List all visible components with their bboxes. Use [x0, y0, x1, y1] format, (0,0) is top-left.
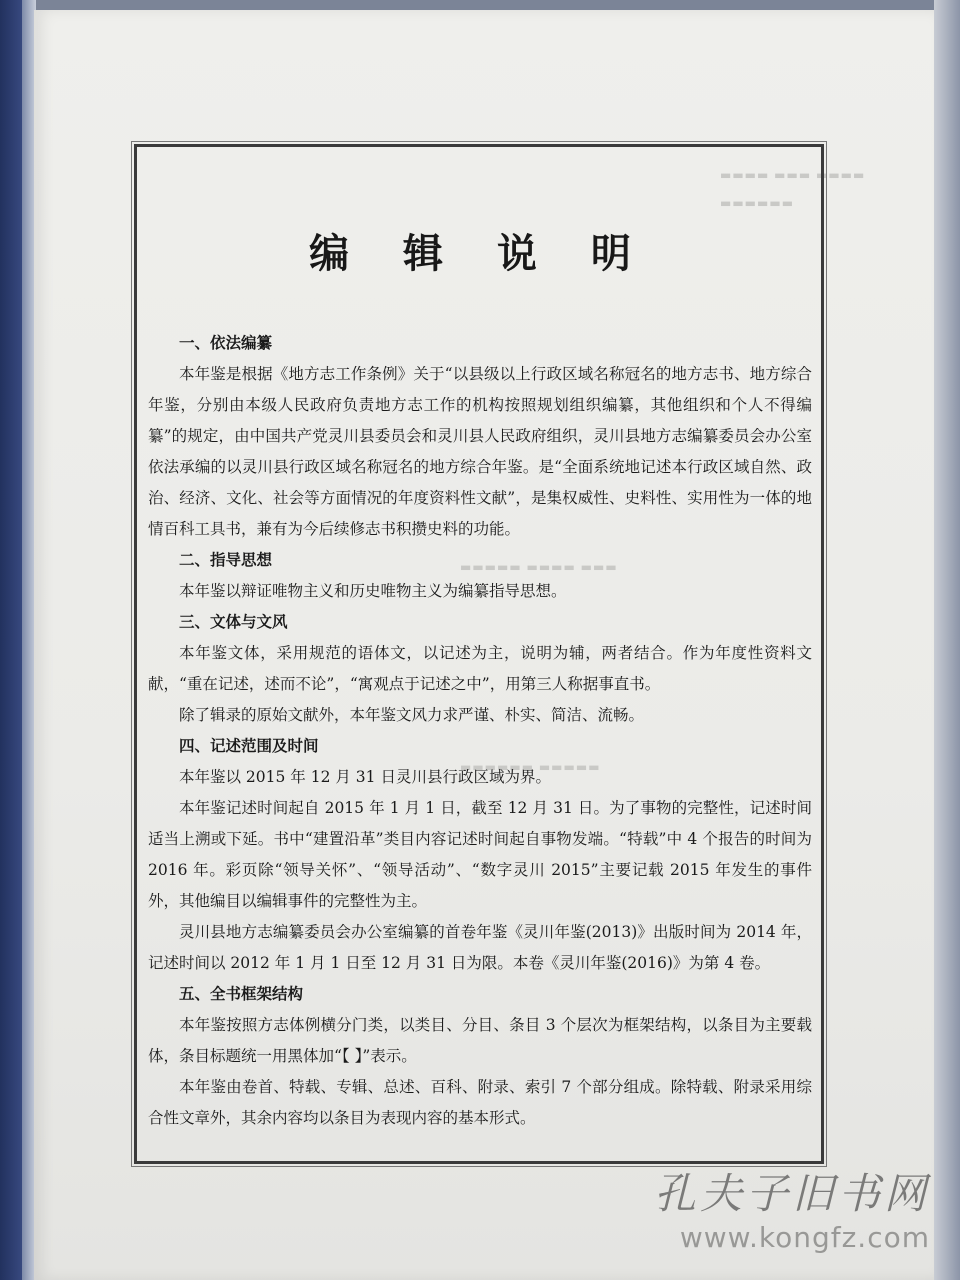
section-heading: 三、文体与文风 — [179, 613, 288, 631]
show-through-text: ▬▬▬▬▬▬ ▬▬▬▬▬ — [460, 760, 601, 774]
watermark — [654, 1161, 930, 1254]
section-heading: 二、指导思想 — [179, 551, 273, 569]
watermark-url: www.kongfz.com — [679, 1221, 930, 1254]
paragraph: 本年鉴按照方志体例横分门类，以类目、分目、条目 3 个层次为框架结构，以条目为主要载体，条目标题统一用黑体加“【 】”表示。 — [148, 1016, 812, 1065]
show-through-text: ▬▬▬▬▬ ▬▬▬▬ ▬▬▬ — [460, 560, 618, 574]
document-body — [148, 328, 812, 1134]
paragraph: 本年鉴以 2015 年 12 月 31 日灵川县行政区域为界。 — [179, 768, 551, 786]
paragraph: 本年鉴是根据《地方志工作条例》关于“以县级以上行政区域名称冠名的地方志书、地方综合年鉴，分别由本级人民政府负责地方志工作的机构按照规划组织编纂，其他组织和个人不得编纂”的规定，由中国共产党灵川县委员会和灵川县人民政府组织，灵川县地方志编纂委员会办公室依法承编的以灵川县行政区域名称冠名的地方综合年鉴。是“全面系统地记述本行政区域自然、政治、经济、文化、社会等方面情况的年度资料性文献”，是集权威性、史料性、实用性为一体的地情百科工具书，兼有为今后续修志书积攒史料的功能。 — [148, 365, 812, 538]
book-right-edge — [934, 0, 960, 1280]
show-through-text: ▬▬▬▬▬▬ — [720, 196, 795, 210]
paragraph: 本年鉴记述时间起自 2015 年 1 月 1 日，截至 12 月 31 日。为了事物的完整性，记述时间适当上溯或下延。书中“建置沿革”类目内容记述时间起自事物发端。“特载”中 4 个报告的时间为 2016 年。彩页除“领导关怀”、“领导活动”、“数字灵川 2015”主要记载 2015 年发生的事件外，其他编目以编辑事件的完整性为主。 — [148, 799, 812, 910]
section-heading: 一、依法编纂 — [179, 334, 273, 352]
paragraph: 本年鉴由卷首、特载、专辑、总述、百科、附录、索引 7 个部分组成。除特载、附录采用综合性文章外，其余内容均以条目为表现内容的基本形式。 — [148, 1078, 812, 1127]
show-through-text: ▬▬▬▬ ▬▬▬ ▬▬▬▬ — [720, 168, 866, 182]
paragraph: 本年鉴文体，采用规范的语体文，以记述为主，说明为辅，两者结合。作为年度性资料文献，“重在记述，述而不论”，“寓观点于记述之中”，用第三人称据事直书。 — [148, 644, 812, 693]
watermark-text: 孔夫子旧书网 — [653, 1169, 930, 1218]
paragraph: 除了辑录的原始文献外，本年鉴文风力求严谨、朴实、简洁、流畅。 — [179, 706, 645, 724]
paragraph: 本年鉴以辩证唯物主义和历史唯物主义为编纂指导思想。 — [179, 582, 567, 600]
section-heading: 四、记述范围及时间 — [179, 737, 319, 755]
section-heading: 五、全书框架结构 — [179, 985, 304, 1003]
paragraph: 灵川县地方志编纂委员会办公室编纂的首卷年鉴《灵川年鉴(2013)》出版时间为 2014 年，记述时间以 2012 年 1 月 1 日至 12 月 31 日为限。本卷《灵川年鉴(2016)》为第 4 卷。 — [148, 923, 812, 972]
page-title: 编 辑 说 明 — [309, 230, 651, 277]
